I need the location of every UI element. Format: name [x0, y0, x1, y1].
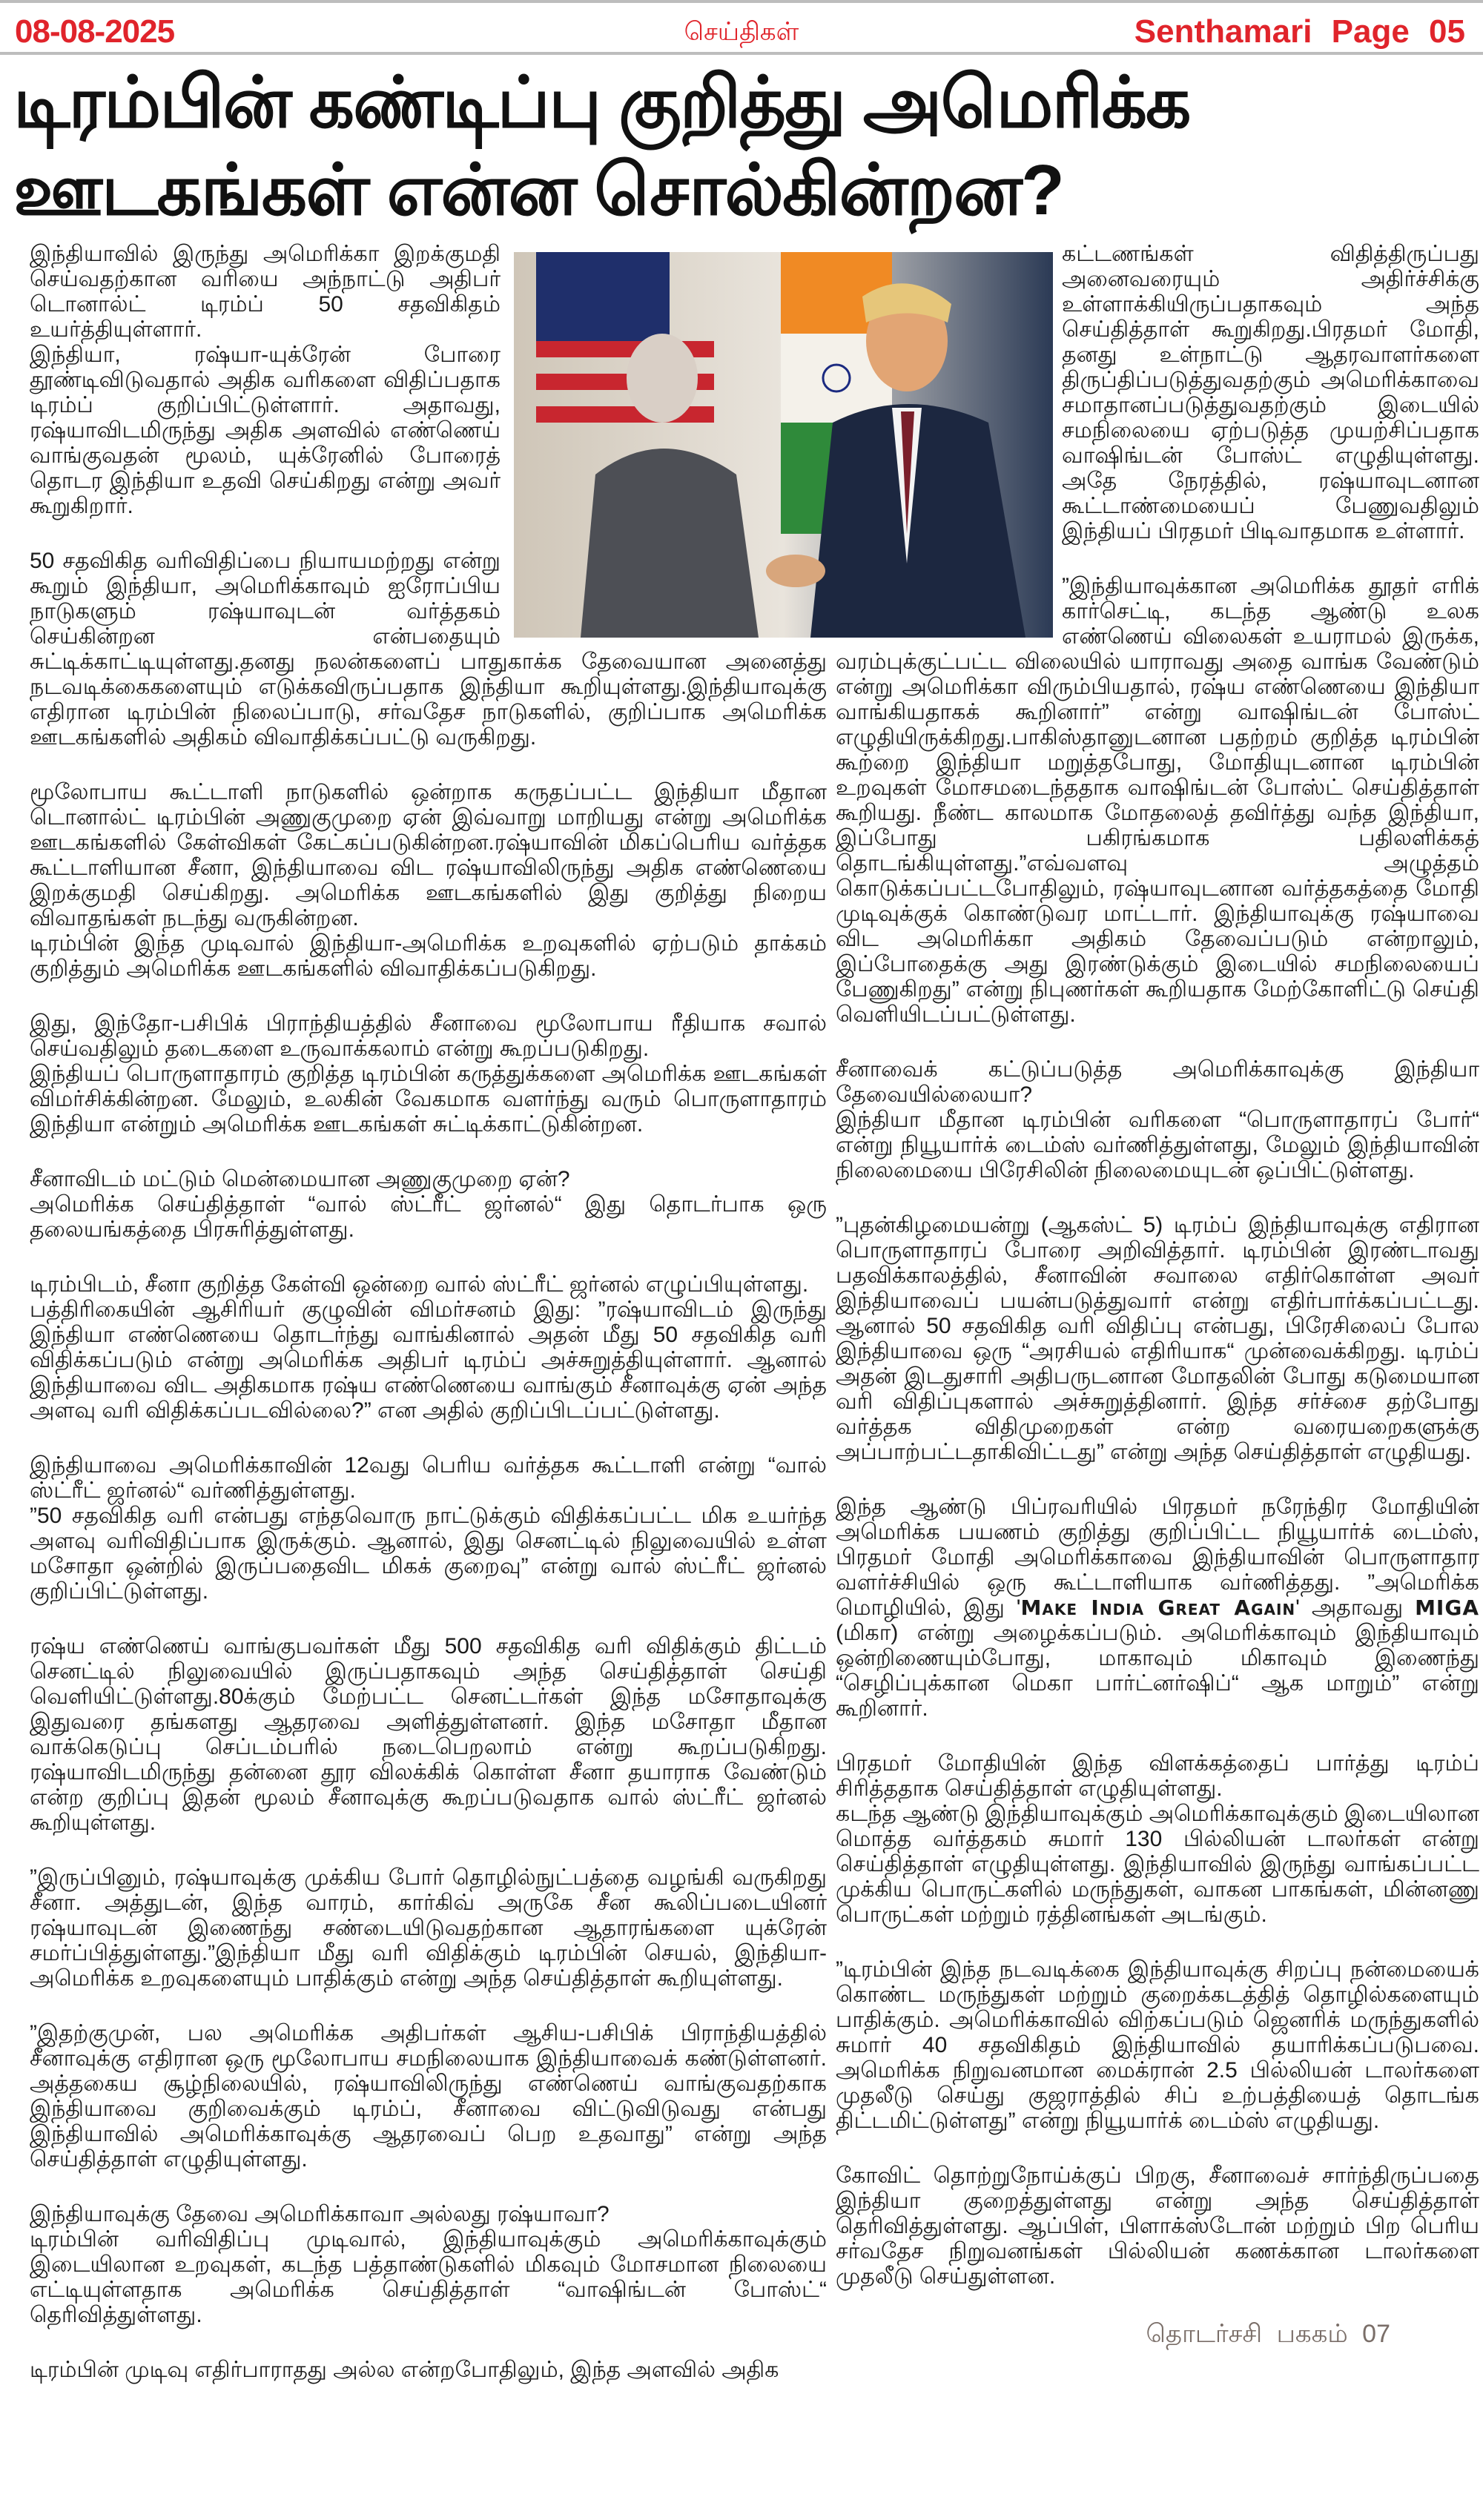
article-paragraph: ”டிரம்பின் இந்த நடவடிக்கை இந்தியாவுக்கு சிறப்பு நன்மையைக் கொண்ட மருந்துகள் மற்றும் குறைக்கடத்தித் தொழில்களையும் பாதிக்கும். அமெரிக்காவில் விற்கப்படும் ஜெனரிக் மருந்துகளில் சுமார் 40 சதவிகிதம் இந்தியாவில் தயாரிக்கப்படுபவை. அமெரிக்க நிறுவனமான மைக்ரான் 2.5 பில்லியன் டாலர்களை முதலீடு செய்து குஜராத்தில் சிப் உற்பத்தியைத் தொடங்க திட்டமிட்டுள்ளது” என்று நியூயார்க் டைம்ஸ் எழுதியது.	[836, 1957, 1479, 2133]
continued-on-page: தொடர்சசி பககம் 07	[1146, 2320, 1390, 2348]
article-body	[0, 234, 1483, 2442]
article-paragraph: ரஷ்ய எண்ணெய் வாங்குபவர்கள் மீது 500 சதவிகித வரி விதிக்கும் திட்டம் செனட்டில் நிலுவையில் இருப்பதாகவும் அந்த செய்தித்தாள் செய்தி வெளியிட்டுள்ளது.80க்கும் மேற்பட்ட செனட்டர்கள் இந்த மசோதாவுக்கு இதுவரை தங்களது ஆதரவை அளித்துள்ளனர். இந்த மசோதா மீதான வாக்கெடுப்பு செப்டம்பரில் நடைபெறலாம் என்று கூறப்படுகிறது. ரஷ்யாவிடமிருந்து தன்னை தூர விலக்கிக் கொள்ள சீனா தயாராக வேண்டும் என்ற குறிப்பு இதன் மூலம் சீனாவுக்கு கூறப்படுவதாக வால் ஸ்ட்ரீட் ஜர்னல் கூறியுள்ளது.	[30, 1634, 827, 1835]
article-paragraph: கட்டணங்கள் விதித்திருப்பது அனைவரையும் அதிர்ச்சிக்கு உள்ளாக்கியிருப்பதாகவும் அந்த செய்தித்தாள் கூறுகிறது.பிரதமர் மோதி, தனது உள்நாட்டு ஆதரவாளர்களை திருப்திப்படுத்துவதற்கும் அமெரிக்காவை சமாதானப்படுத்துவதற்கும் இடையில் சமநிலையை ஏற்படுத்த முயற்சிப்பதாக வாஷிங்டன் போஸ்ட் எழுதியுள்ளது. அதே நேரத்தில், ரஷ்யாவுடனான கூட்டாண்மையைப் பேணுவதிலும் இந்தியப் பிரதமர் பிடிவாதமாக உள்ளார்.	[1062, 242, 1479, 543]
article-block	[836, 1751, 1479, 1928]
article-block	[836, 1057, 1479, 1183]
headline: டிரம்பின் கண்டிப்பு குறித்து அமெரிக்க ஊடகங்கள் என்ன சொல்கின்றன?	[13, 63, 1190, 230]
article-paragraph: 50 சதவிகித வரிவிதிப்பை நியாயமற்றது என்று கூறும் இந்தியா, அமெரிக்காவும் ஐரோப்பிய நாடுகளும் ரஷ்யாவுடன் வர்த்தகம் செய்கின்றன என்பதையும் சுட்டிக்காட்டியுள்ளது.தனது நலன்களைப் பாதுகாக்க தேவையான அனைத்து நடவடிக்கைகளையும் எடுக்கவிருப்பதாக இந்தியா கூறியுள்ளது.இந்தியாவுக்கு எதிரான டிரம்பின் நிலைப்பாடு, சர்வதேச நாடுகளில், குறிப்பாக அமெரிக்க ஊடகங்களில் அதிகம் விவாதிக்கப்பட்டு வருகிறது.	[30, 549, 827, 750]
article-paragraph: இந்தியா, ரஷ்யா-யுக்ரேன் போரை தூண்டிவிடுவதால் அதிக வரிகளை விதிப்பதாக டிரம்ப் குறிப்பிட்டுள்ளார். அதாவது, ரஷ்யாவிடமிருந்து அதிக அளவில் எண்ணெய் வாங்குவதன் மூலம், யுக்ரேனில் போரைத் தொடர இந்தியா உதவி செய்கிறது என்று அவர் கூறுகிறார்.	[30, 343, 501, 518]
article-paragraph: மூலோபாய கூட்டாளி நாடுகளில் ஒன்றாக கருதப்பட்ட இந்தியா மீதான டொனால்ட் டிரம்பின் அணுகுமுறை ஏன் இவ்வாறு மாறியது என்று அமெரிக்க ஊடகங்களில் கேள்விகள் கேட்கப்படுகின்றன.ரஷ்யாவின் மிகப்பெரிய வர்த்தக கூட்டாளியான சீனா, இந்தியாவை விட ரஷ்யாவிலிருந்து அதிக எண்ணெயை இறக்குமதி செய்கிறது. அமெரிக்க ஊடகங்களில் இது குறித்து நிறைய விவாதங்கள் நடந்து வருகின்றன.	[30, 780, 827, 930]
article-paragraph: இந்தியாவுக்கு தேவை அமெரிக்காவா அல்லது ரஷ்யாவா?	[30, 2202, 610, 2226]
article-paragraph: இந்தியப் பொருளாதாரம் குறித்த டிரம்பின் கருத்துக்களை அமெரிக்க ஊடகங்கள் விமர்சிக்கின்றன. மேலும், உலகின் வேகமாக வளர்ந்து வரும் பொருளாதாரம் இந்தியா என்றும் அமெரிக்க ஊடகங்கள் சுட்டிக்காட்டுகின்றன.	[30, 1062, 827, 1137]
issue-date: 08-08-2025	[15, 13, 175, 50]
article-block	[836, 2163, 1479, 2289]
article-paragraph: ”இருப்பினும், ரஷ்யாவுக்கு முக்கிய போர் தொழில்நுட்பத்தை வழங்கி வருகிறது சீனா. அத்துடன், இந்த வாரம், கார்கிவ் அருகே சீன கூலிப்படையினர் ரஷ்யாவுடன் இணைந்து சண்டையிடுவதற்கான ஆதாரங்களை யுக்ரேன் சமர்ப்பித்துள்ளது.”இந்தியா மீது வரி விதிக்கும் டிரம்பின் செயல், இந்தியா-அமெரிக்க உறவுகளையும் பாதிக்கும் என்று அந்த செய்தித்தாள் கூறியுள்ளது.	[30, 1865, 827, 1991]
article-paragraph: இந்தியாவில் இருந்து அமெரிக்கா இறக்குமதி செய்வதற்கான வரியை அந்நாட்டு அதிபர் டொனால்ட் டிரம்ப் 50 சதவிகிதம் உயர்த்தியுள்ளார்.	[30, 242, 501, 342]
article-paragraph: இந்தியா மீதான டிரம்பின் வரிகளை “பொருளாதாரப் போர்“ என்று நியூயார்க் டைம்ஸ் வர்ணித்துள்ளது, மேலும் இந்தியாவின் நிலைமையை பிரேசிலின் நிலைமையுடன் ஒப்பிட்டுள்ளது.	[836, 1108, 1479, 1183]
section-label: செய்திகள்	[684, 18, 799, 46]
article-block	[30, 1167, 827, 1243]
article-paragraph: இது, இந்தோ-பசிபிக் பிராந்தியத்தில் சீனாவை மூலோபாய ரீதியாக சவால் செய்வதிலும் தடைகளை உருவாக்கலாம் என்று கூறப்படுகிறது.	[30, 1011, 827, 1061]
article-block	[30, 2202, 827, 2328]
article-paragraph: ”இந்தியாவுக்கான அமெரிக்க தூதர் எரிக் கார்செட்டி, கடந்த ஆண்டு உலக எண்ணெய் விலைகள் உயராமல் இருக்க, வரம்புக்குட்பட்ட விலையில் யாராவது அதை வாங்க வேண்டும் என்று அமெரிக்கா விரும்பியதால், ரஷ்ய எண்ணெயை இந்தியா வாங்கியதாகக் கூறினார்” என்று வாஷிங்டன் போஸ்ட் எழுதியிருக்கிறது.பாகிஸ்தானுடனான பதற்றம் குறித்த டிரம்பின் கூற்றை இந்தியா மறுத்தபோது, மோதியுடனான டிரம்பின் உறவுகள் மோசமடைந்ததாக வாஷிங்டன் போஸ்ட் செய்தித்தாள் கூறியது. நீண்ட காலமாக மோதலைத் தவிர்த்து வந்த இந்தியா, இப்போது பகிரங்கமாக பதிலளிக்கத் தொடங்கியுள்ளது.”எவ்வளவு அழுத்தம் கொடுக்கப்பட்டபோதிலும், ரஷ்யாவுடனான வர்த்தகத்தை மோதி முடிவுக்குக் கொண்டுவர மாட்டார். இந்தியாவுக்கு ரஷ்யாவை விட அமெரிக்கா அதிகம் தேவைப்படும் என்றாலும், இப்போதைக்கு அது இரண்டுக்கும் இடையில் சமநிலையைப் பேணுகிறது” என்று நிபுணர்கள் கூறியதாக மேற்கோளிட்டு செய்தி வெளியிடப்பட்டுள்ளது.	[836, 574, 1479, 1027]
article-paragraph: டிரம்பின் முடிவு எதிர்பாராதது அல்ல என்றபோதிலும், இந்த அளவில் அதிக	[30, 2358, 779, 2382]
article-block	[30, 2021, 827, 2172]
article-paragraph: பிரதமர் மோதியின் இந்த விளக்கத்தைப் பார்த்து டிரம்ப் சிரித்ததாக செய்தித்தாள் எழுதியுள்ளது.	[836, 1751, 1479, 1801]
header-rule	[0, 52, 1483, 55]
article-block	[30, 2358, 827, 2383]
article-block	[836, 1213, 1479, 1465]
article-paragraph: இந்தியாவை அமெரிக்காவின் 12வது பெரிய வர்த்தக கூட்டாளி என்று “வால் ஸ்ட்ரீட் ஜர்னல்“ வர்ணித்துள்ளது.	[30, 1453, 827, 1503]
article-block	[30, 1453, 827, 1604]
miga-after: (மிகா) என்று அழைக்கப்படும். அமெரிக்காவும் இந்தியாவும் ஒன்றிணையும்போது, மாகாவும் மிகாவும் இணைந்து “செழிப்புக்கான மெகா பார்ட்னர்ஷிப்“ ஆக மாறும்” என்று கூறினார்.	[836, 1621, 1479, 1721]
miga-acronym: MIGA	[1415, 1595, 1479, 1620]
article-paragraph: அமெரிக்க செய்தித்தாள் “வால் ஸ்ட்ரீட் ஜர்னல்“ இது தொடர்பாக ஒரு தலையங்கத்தை பிரசுரித்துள்ளது.	[30, 1192, 827, 1242]
article-block	[30, 1011, 827, 1137]
page-info: Senthamari Page 05	[1134, 13, 1465, 50]
article-block	[30, 1272, 827, 1423]
article-paragraph: டிரம்பின் இந்த முடிவால் இந்தியா-அமெரிக்க உறவுகளில் ஏற்படும் தாக்கம் குறித்தும் அமெரிக்க ஊடகங்களில் விவாதிக்கப்படுகிறது.	[30, 931, 827, 981]
article-paragraph: டிரம்பிடம், சீனா குறித்த கேள்வி ஒன்றை வால் ஸ்ட்ரீட் ஜர்னல் எழுப்பியுள்ளது.	[30, 1272, 809, 1297]
article-paragraph: சீனாவிடம் மட்டும் மென்மையான அணுகுமுறை ஏன்?	[30, 1167, 570, 1191]
article-block	[836, 1495, 1479, 1722]
article-paragraph: பத்திரிகையின் ஆசிரியர் குழுவின் விமர்சனம் இது: ”ரஷ்யாவிடம் இருந்து இந்தியா எண்ணெயை தொடர்ந்து வாங்கினால் அதன் மீது 50 சதவிகித வரி விதிக்கப்படும் என்று அமெரிக்க அதிபர் டிரம்ப் அச்சுறுத்தியுள்ளார். ஆனால் இந்தியாவை விட அதிகமாக ரஷ்ய எண்ணெயை வாங்கும் சீனாவுக்கு ஏன் அந்த அளவு வரி விதிக்கப்படவில்லை?” என அதில் குறிப்பிடப்பட்டுள்ளது.	[30, 1297, 827, 1423]
article-paragraph: ”இதற்குமுன், பல அமெரிக்க அதிபர்கள் ஆசிய-பசிபிக் பிராந்தியத்தில் சீனாவுக்கு எதிரான ஒரு மூலோபாய சமநிலையாக இந்தியாவைக் கண்டுள்ளனர். அத்தகைய சூழ்நிலையில், ரஷ்யாவிலிருந்து எண்ணெய் வாங்குவதற்காக இந்தியாவை குறிவைக்கும் டிரம்ப், சீனாவை விட்டுவிடுவது என்பது இந்தியாவில் அமெரிக்காவுக்கு ஆதரவைப் பெற உதவாது” என்று அந்த செய்தித்தாள் எழுதியுள்ளது.	[30, 2021, 827, 2172]
article-paragraph: கடந்த ஆண்டு இந்தியாவுக்கும் அமெரிக்காவுக்கும் இடையிலான மொத்த வர்த்தகம் சுமார் 130 பில்லியன் டாலர்கள் என்று செய்தித்தாள் எழுதியுள்ளது. இந்தியாவில் இருந்து வாங்கப்பட்ட முக்கிய பொருட்களில் மருந்துகள், வாகன பாகங்கள், மின்னணு பொருட்கள் மற்றும் ரத்தினங்கள் அடங்கும்.	[836, 1802, 1479, 1927]
miga-middle: ' அதாவது	[1295, 1595, 1416, 1620]
miga-paragraph	[836, 1495, 1479, 1722]
article-block	[836, 1957, 1479, 2134]
miga-before: இந்த ஆண்டு பிப்ரவரியில் பிரதமர் நரேந்திர மோதியின் அமெரிக்க பயணம் குறித்து குறிப்பிட்ட நியூயார்க் டைம்ஸ், பிரதமர் மோதி அமெரிக்காவை இந்தியாவின் பொருளாதார வளர்ச்சியில் ஒரு கூட்டாளியாக வர்ணித்தது. ”அமெரிக்க மொழியில், இது '	[836, 1495, 1479, 1620]
article-paragraph: ”50 சதவிகித வரி என்பது எந்தவொரு நாட்டுக்கும் விதிக்கப்பட்ட மிக உயர்ந்த அளவு வரிவிதிப்பாக இருக்கும். ஆனால், இது செனட்டில் நிலுவையில் உள்ள மசோதா ஒன்றில் இருப்பதைவிட மிகக் குறைவு” என்று வால் ஸ்ட்ரீட் ஜர்னல் குறிப்பிட்டுள்ளது.	[30, 1504, 827, 1604]
article-block	[30, 1865, 827, 1991]
article-paragraph: ”புதன்கிழமையன்று (ஆகஸ்ட் 5) டிரம்ப் இந்தியாவுக்கு எதிரான பொருளாதாரப் போரை அறிவித்தார். டிரம்பின் இரண்டாவது பதவிக்காலத்தில், சீனாவின் சவாலை எதிர்கொள்ள அவர் இந்தியாவைப் பயன்படுத்துவார் என்று எதிர்பார்க்கப்பட்டது. ஆனால் 50 சதவிகித வரி விதிப்பு என்பது, பிரேசிலைப் போல இந்தியாவை ஒரு “அரசியல் எதிரியாக“ முன்வைக்கிறது. டிரம்ப் அதன் இடதுசாரி அதிபருடனான மோதலின் போது கடுமையான வரி விதிப்புகளால் அச்சுறுத்தினார். இந்த சர்ச்சை தற்போது வர்த்தக விதிமுறைகள் என்ற வரையறைகளுக்கு அப்பாற்பட்டதாகிவிட்டது” என்று அந்த செய்தித்தாள் எழுதியது.	[836, 1213, 1479, 1464]
article-block	[30, 780, 827, 982]
miga-slogan: Make India Great Again	[1020, 1595, 1296, 1620]
news-photo	[514, 252, 1053, 638]
article-paragraph: கோவிட் தொற்றுநோய்க்குப் பிறகு, சீனாவைச் சார்ந்திருப்பதை இந்தியா குறைத்துள்ளது என்று அந்த செய்தித்தாள் தெரிவித்துள்ளது. ஆப்பிள், பிளாக்ஸ்டோன் மற்றும் பிற பெரிய சர்வதேச நிறுவனங்கள் பில்லியன் கணக்கான டாலர்களை முதலீடு செய்துள்ளன.	[836, 2163, 1479, 2289]
article-block	[30, 1634, 827, 1836]
page-header	[0, 3, 1483, 52]
article-paragraph: டிரம்பின் வரிவிதிப்பு முடிவால், இந்தியாவுக்கும் அமெரிக்காவுக்கும் இடையிலான உறவுகள், கடந்த பத்தாண்டுகளில் மிகவும் மோசமான நிலையை எட்டியுள்ளதாக அமெரிக்க செய்தித்தாள் “வாஷிங்டன் போஸ்ட்“ தெரிவித்துள்ளது.	[30, 2227, 827, 2327]
photo-modi-trump-handshake-flags	[514, 252, 1053, 638]
article-paragraph: சீனாவைக் கட்டுப்படுத்த அமெரிக்காவுக்கு இந்தியா தேவையில்லையா?	[836, 1057, 1479, 1107]
